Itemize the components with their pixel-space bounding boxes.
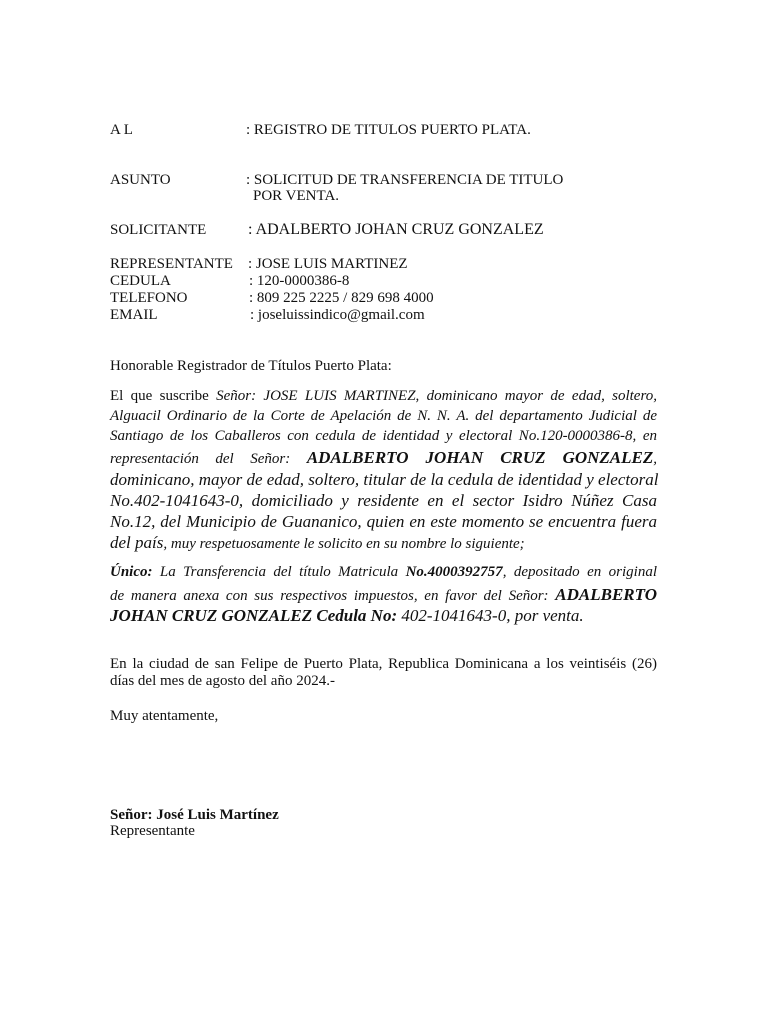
al-label: A L — [110, 122, 133, 138]
body-line: No.12, del Municipio de Guananico, quien en este momento se encuentra fuera — [110, 512, 657, 531]
body-line: del país, muy respetuosamente le solicito en su nombre lo siguiente; — [110, 533, 525, 552]
al-value: : REGISTRO DE TITULOS PUERTO PLATA. — [246, 122, 531, 138]
signature-name: Señor: José Luis Martínez — [110, 807, 279, 823]
solicitante-label: SOLICITANTE — [110, 222, 207, 238]
email-label: EMAIL — [110, 307, 158, 323]
body-line: No.402-1041643-0, domiciliado y residente en el sector Isidro Núñez Casa — [110, 491, 657, 510]
asunto-label: ASUNTO — [110, 172, 171, 188]
asunto-value-cont: POR VENTA. — [253, 188, 340, 204]
closing-line: días del mes de agosto del año 2024.- — [110, 673, 335, 689]
closing-paragraph — [110, 656, 657, 690]
closing-line: En la ciudad de san Felipe de Puerto Plata, Republica Dominicana a los veintiséis (26) — [110, 656, 657, 672]
body-line: El que suscribe Señor: JOSE LUIS MARTINEZ, dominicano mayor de edad, soltero, — [110, 388, 657, 404]
email-value: : joseluissindico@gmail.com — [250, 307, 425, 323]
body-line: representación del Señor: ADALBERTO JOHAN CRUZ GONZALEZ, — [110, 448, 658, 467]
unico-paragraph — [110, 564, 657, 628]
cedula-value: : 120-0000386-8 — [249, 273, 350, 289]
body-paragraph — [110, 388, 657, 554]
body-line: Alguacil Ordinario de la Corte de Apelación de N. N. A. del departamento Judicial de — [110, 408, 657, 424]
farewell: Muy atentamente, — [110, 708, 219, 724]
unico-line: de manera anexa con sus respectivos impuestos, en favor del Señor: ADALBERTO — [110, 585, 657, 604]
solicitante-value: : ADALBERTO JOHAN CRUZ GONZALEZ — [248, 221, 544, 238]
telefono-value: : 809 225 2225 / 829 698 4000 — [249, 290, 434, 306]
telefono-label: TELEFONO — [110, 290, 188, 306]
representante-label: REPRESENTANTE — [110, 256, 233, 272]
unico-line: JOHAN CRUZ GONZALEZ Cedula No: 402-1041643-0, por venta. — [110, 606, 584, 625]
asunto-value: : SOLICITUD DE TRANSFERENCIA DE TITULO — [246, 172, 564, 188]
body-line: Santiago de los Caballeros con cedula de identidad y electoral No.120-0000386-8, en — [110, 428, 657, 444]
unico-line: Único: La Transferencia del título Matricula No.4000392757, depositado en original — [110, 564, 658, 580]
salutation: Honorable Registrador de Títulos Puerto Plata: — [110, 358, 392, 374]
representante-value: : JOSE LUIS MARTINEZ — [248, 256, 408, 272]
signature-role: Representante — [110, 823, 195, 839]
body-line: dominicano, mayor de edad, soltero, titular de la cedula de identidad y electoral — [110, 470, 659, 489]
cedula-label: CEDULA — [110, 273, 171, 289]
